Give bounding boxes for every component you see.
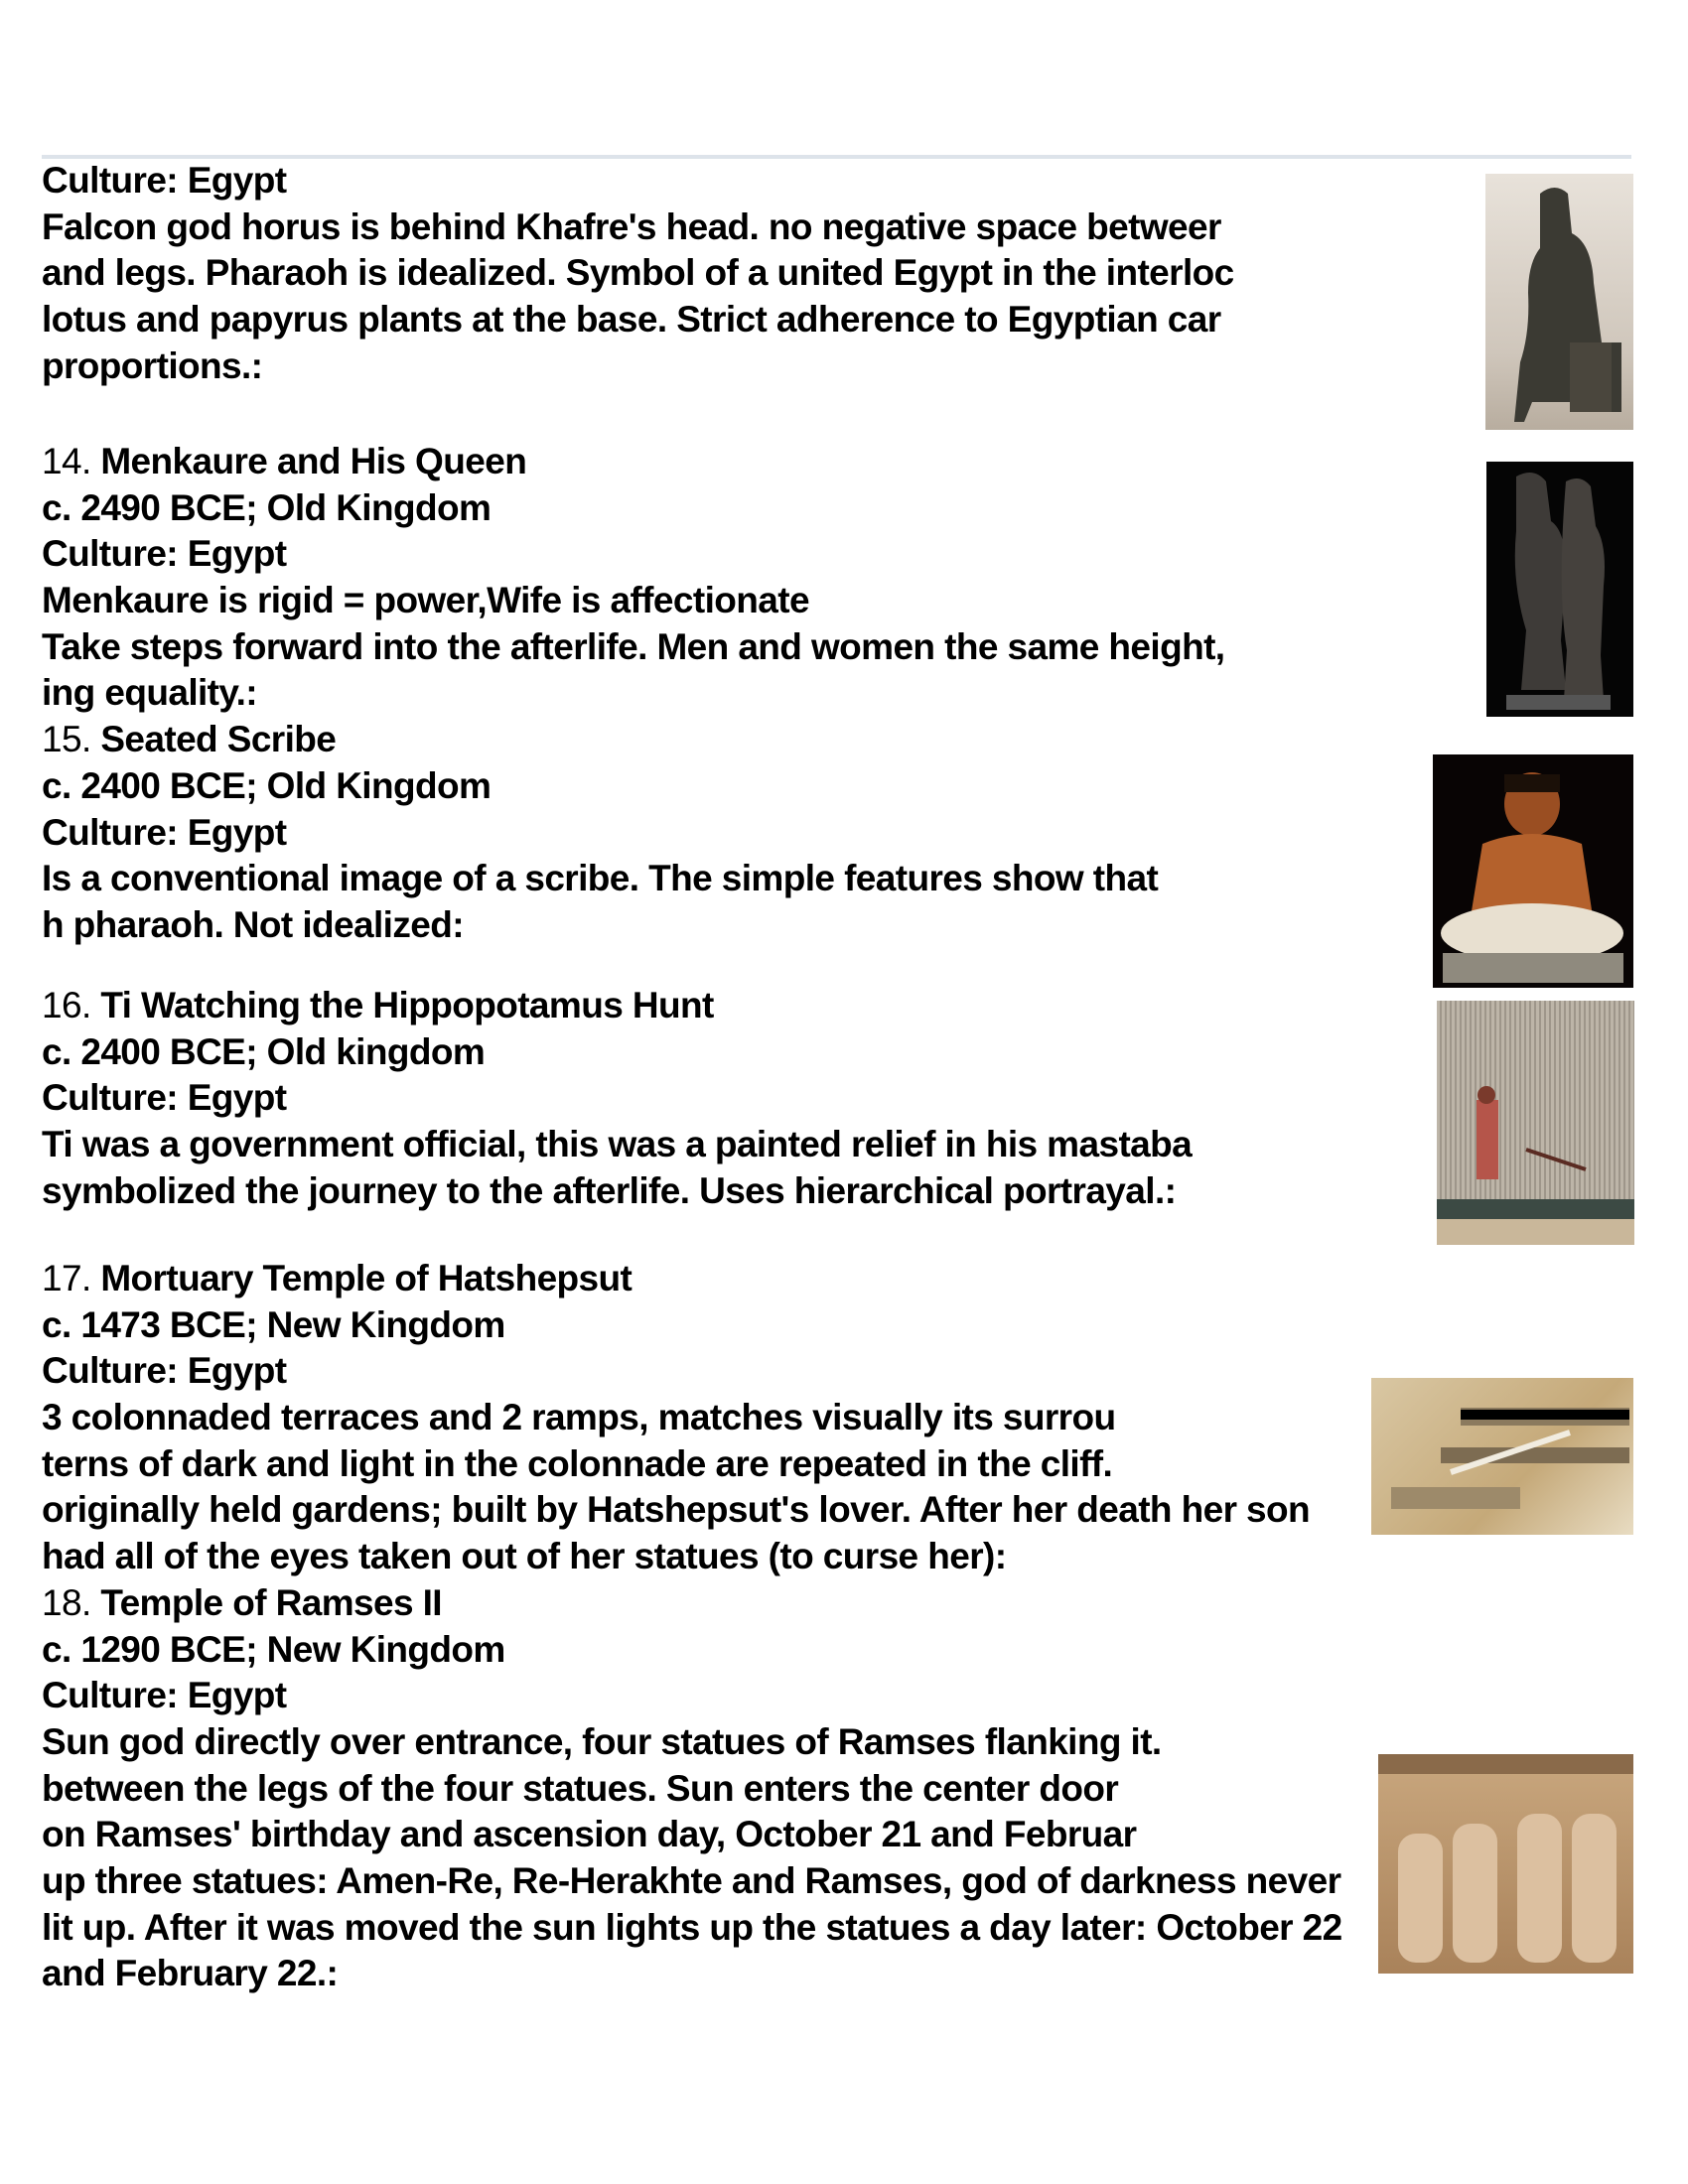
description-line: lotus and papyrus plants at the base. Strict adherence to Egyptian car <box>42 299 1221 341</box>
description-line: Sun god directly over entrance, four statues of Ramses flanking it. <box>42 1720 1162 1762</box>
item-16 <box>42 983 1192 1214</box>
description-line: proportions.: <box>42 344 263 386</box>
item-number: 16. <box>42 985 91 1025</box>
description-line: between the legs of the four statues. Sun enters the center door <box>42 1767 1119 1809</box>
description-line: Ti was a government official, this was a painted relief in his mastaba <box>42 1124 1193 1165</box>
title: Ti Watching the Hippopotamus Hunt <box>100 985 714 1025</box>
item-title <box>42 983 1192 1029</box>
description-line: ing equality.: <box>42 672 258 714</box>
title: Seated Scribe <box>100 719 337 760</box>
title: Temple of Ramses II <box>100 1581 442 1623</box>
description-line: Take steps forward into the afterlife. Men and women the same height, <box>42 625 1225 667</box>
title: Menkaure and His Queen <box>100 441 527 481</box>
description-line: on Ramses' birthday and ascension day, October 21 and Februar <box>42 1814 1137 1855</box>
ti-hippopotamus-hunt-image <box>1437 1001 1634 1245</box>
menkaure-queen-image <box>1486 462 1633 717</box>
culture: Culture: Egypt <box>42 1350 287 1392</box>
culture: Culture: Egypt <box>42 160 287 201</box>
description-line: symbolized the journey to the afterlife. Uses hierarchical portrayal.: <box>42 1169 1177 1211</box>
culture: Culture: Egypt <box>42 1675 287 1716</box>
items-17-18 <box>42 1256 1342 1997</box>
seated-scribe-image <box>1433 754 1633 988</box>
date: c. 1473 BCE; New Kingdom <box>42 1303 505 1345</box>
description-line: and legs. Pharaoh is idealized. Symbol of a united Egypt in the interloc <box>42 252 1234 294</box>
date: c. 1290 BCE; New Kingdom <box>42 1628 505 1670</box>
item-title <box>42 439 1224 485</box>
hatshepsut-temple-image <box>1371 1378 1633 1535</box>
date: c. 2400 BCE; Old Kingdom <box>42 764 492 806</box>
description-line: lit up. After it was moved the sun lights up the statues a day later: October 22 <box>42 1906 1342 1948</box>
item-title <box>42 717 1224 763</box>
description-line: terns of dark and light in the colonnade are repeated in the cliff. <box>42 1442 1113 1484</box>
culture: Culture: Egypt <box>42 811 287 853</box>
item-number: 15. <box>42 719 91 760</box>
item-title <box>42 1256 1342 1302</box>
culture: Culture: Egypt <box>42 1077 287 1119</box>
description-line: 3 colonnaded terraces and 2 ramps, matches visually its surrou <box>42 1397 1116 1438</box>
item-number: 18. <box>42 1581 91 1623</box>
items-14-15 <box>42 439 1224 949</box>
date: c. 2490 BCE; Old Kingdom <box>42 486 492 528</box>
title: Mortuary Temple of Hatshepsut <box>100 1258 633 1298</box>
description-line: and February 22.: <box>42 1953 339 1994</box>
description-line: had all of the eyes taken out of her statues (to curse her): <box>42 1536 1007 1577</box>
description-line: Menkaure is rigid = power,Wife is affectionate <box>42 580 809 621</box>
item-number: 17. <box>42 1258 91 1298</box>
description-line: h pharaoh. Not idealized: <box>42 903 464 945</box>
item-number: 14. <box>42 441 91 481</box>
item-13 <box>42 158 1234 389</box>
description-line: up three statues: Amen-Re, Re-Herakhte and Ramses, god of darkness never <box>42 1859 1341 1901</box>
item-title <box>42 1580 1342 1627</box>
date: c. 2400 BCE; Old kingdom <box>42 1030 486 1072</box>
description-line: Falcon god horus is behind Khafre's head. no negative space betweer <box>42 205 1221 247</box>
ramses-temple-image <box>1378 1754 1633 1974</box>
description-line: Is a conventional image of a scribe. The simple features show that <box>42 858 1159 899</box>
khafre-statue-image <box>1485 174 1633 430</box>
culture: Culture: Egypt <box>42 533 287 575</box>
description-line: originally held gardens; built by Hatshepsut's lover. After her death her son <box>42 1489 1311 1531</box>
